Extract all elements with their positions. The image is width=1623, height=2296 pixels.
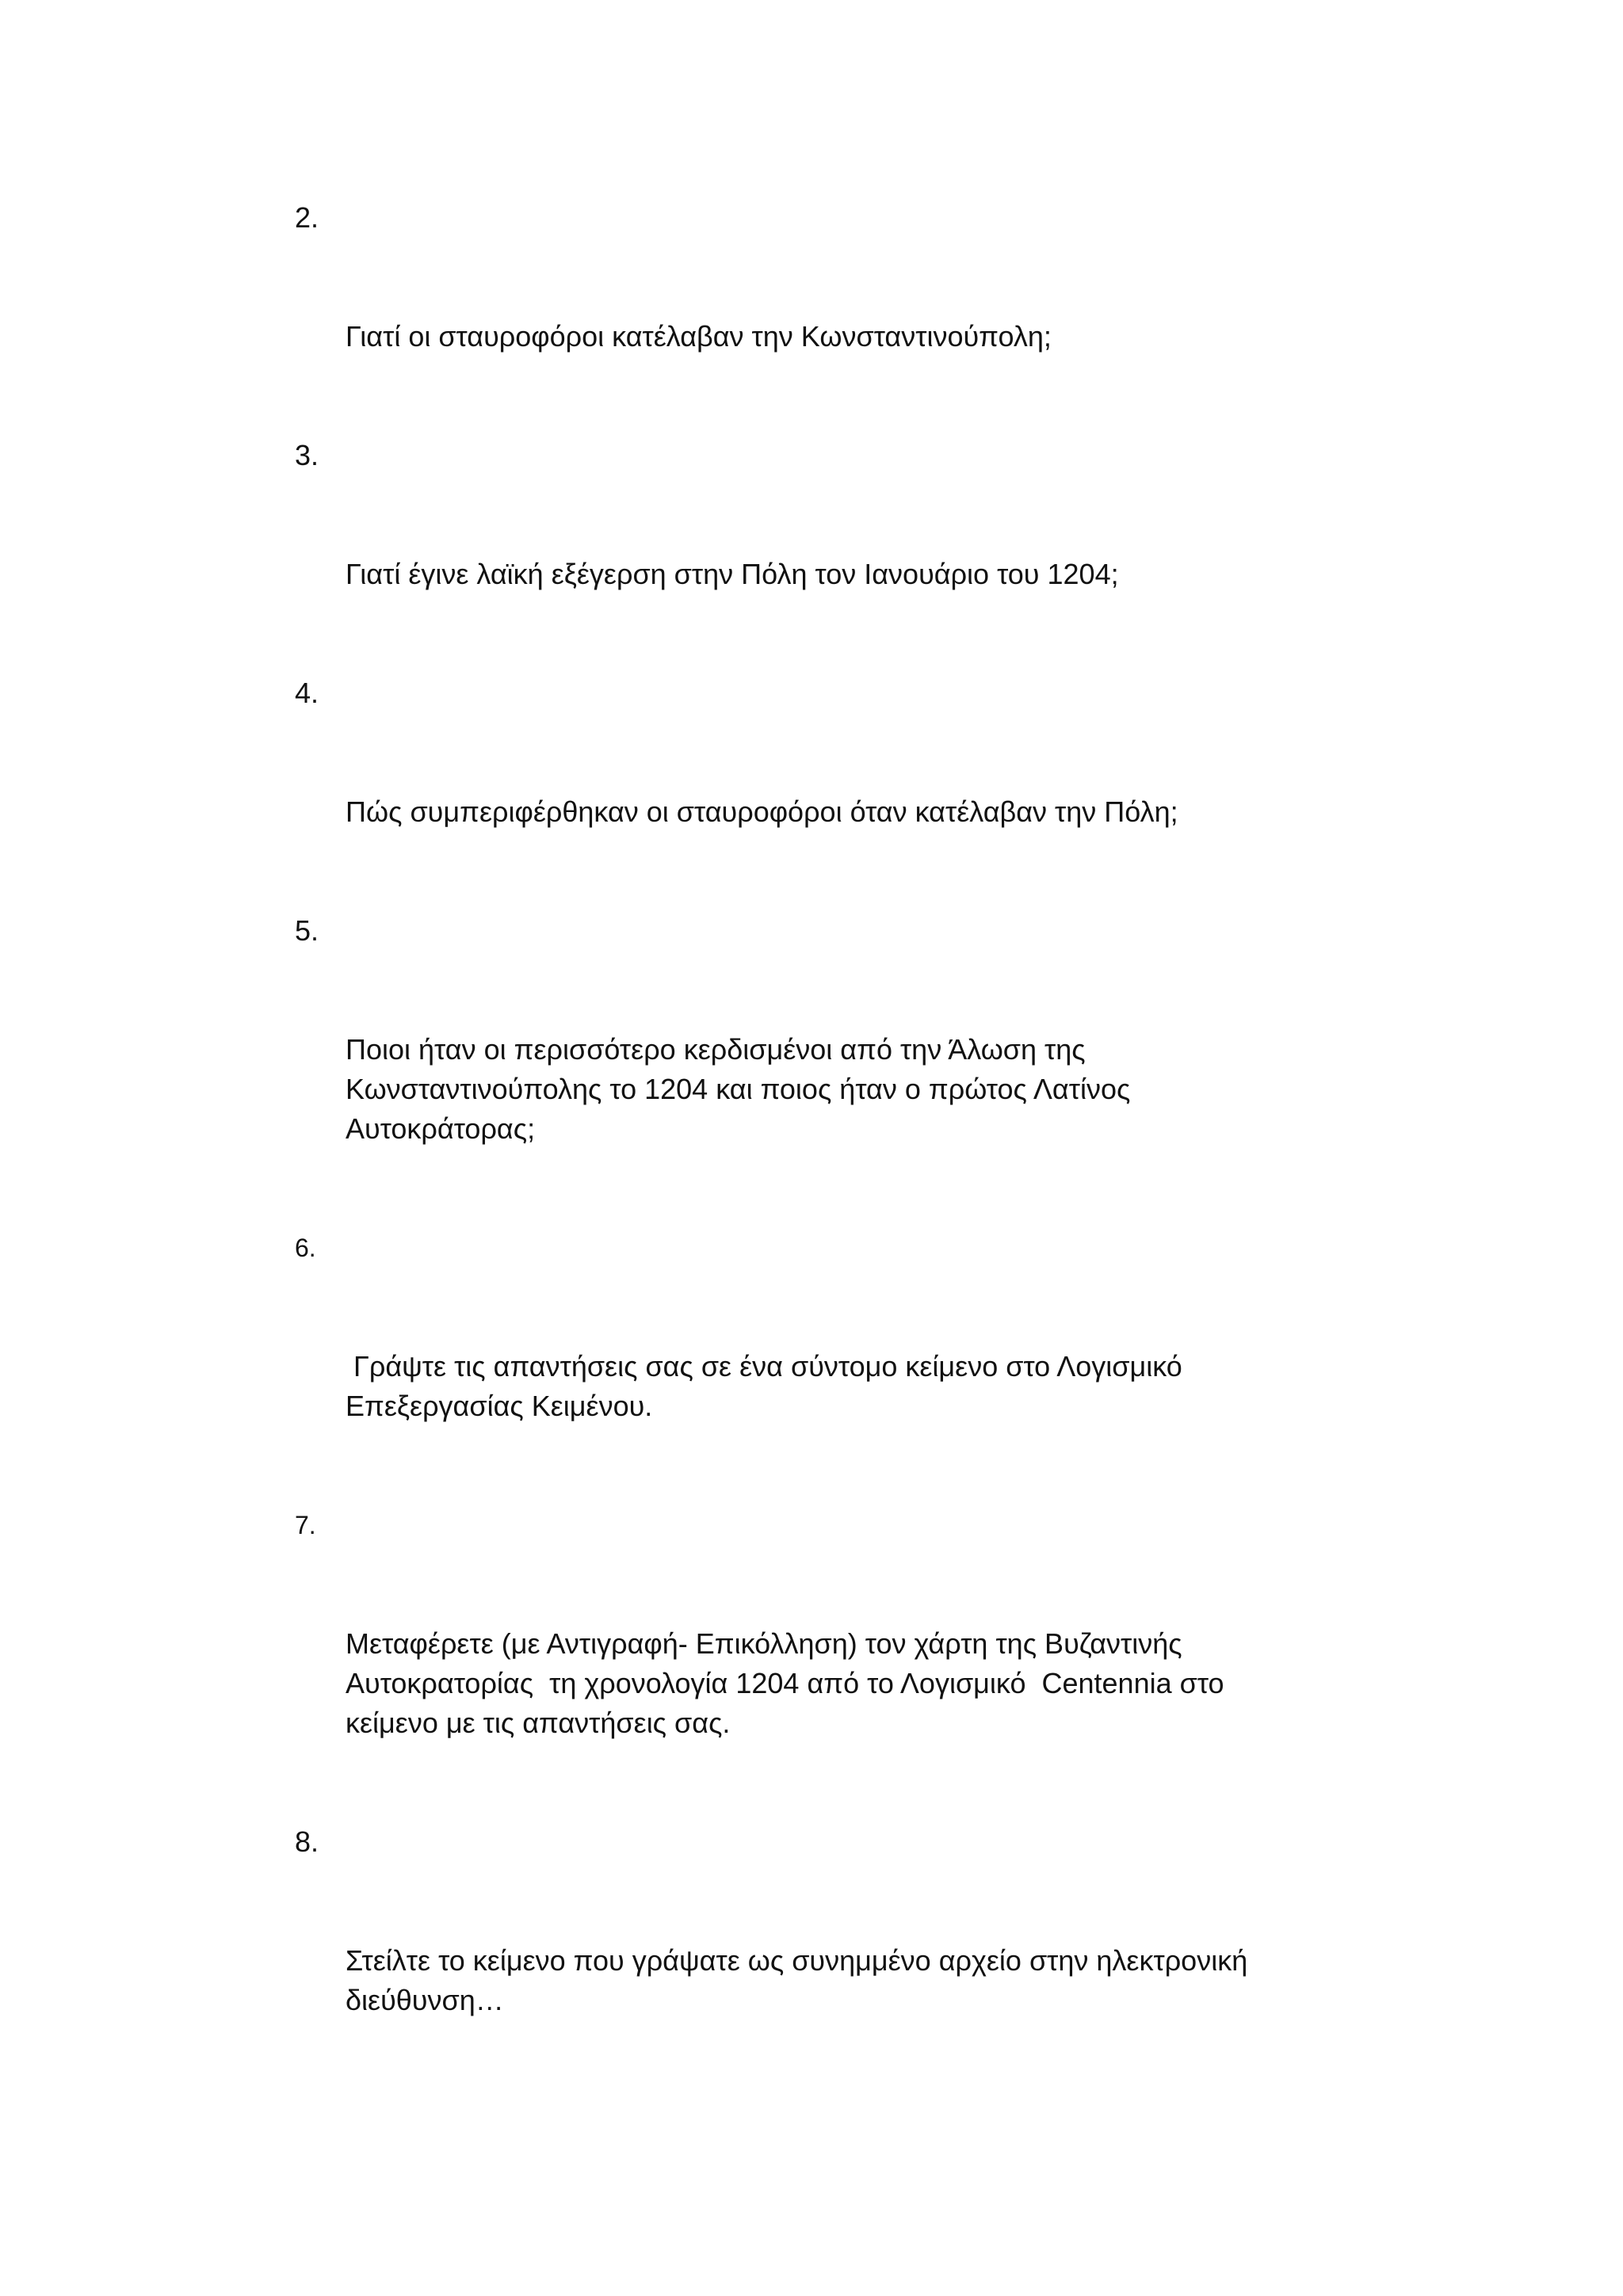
question-number: 3. (295, 439, 319, 471)
question-text: Ποιοι ήταν οι περισσότερο κερδισμένοι από την Άλωση της Κωνσταντινούπολης το 1204 και ποιος ήταν ο πρώτος Λατίνος Αυτοκράτορας; (346, 1033, 1131, 1145)
question-text: Γιατί οι σταυροφόροι κατέλαβαν την Κωνσταντινούπολη; (346, 320, 1052, 353)
question-item-8 (295, 1822, 1349, 2100)
question-number: 8. (295, 1825, 319, 1858)
question-text: Μεταφέρετε (με Αντιγραφή- Επικόλληση) τον χάρτη της Βυζαντινής Αυτοκρατορίας τη χρονολογία 1204 από το Λογισμικό Centennia στο κείμενο με τις απαντήσεις σας. (346, 1627, 1224, 1739)
question-item-7 (295, 1505, 1349, 1822)
question-item-5 (295, 911, 1349, 1228)
question-number: 5. (295, 914, 319, 947)
question-text: Γιατί έγινε λαϊκή εξέγερση στην Πόλη τον Ιανουάριο του 1204; (346, 558, 1119, 590)
question-item-3 (295, 436, 1349, 673)
question-list (295, 198, 1349, 2100)
question-item-2 (295, 198, 1349, 436)
question-text: Πώς συμπεριφέρθηκαν οι σταυροφόροι όταν κατέλαβαν την Πόλη; (346, 795, 1178, 828)
question-text: Γράψτε τις απαντήσεις σας σε ένα σύντομο κείμενο στο Λογισμικό Επεξεργασίας Κειμένου. (346, 1350, 1182, 1422)
question-item-6 (295, 1228, 1349, 1505)
question-text: Στείλτε το κείμενο που γράψατε ως συνημμένο αρχείο στην ηλεκτρονική διεύθυνση… (346, 1944, 1248, 2016)
question-number: 4. (295, 677, 319, 709)
question-number: 2. (295, 201, 319, 234)
question-number: 6. (295, 1234, 316, 1262)
question-number: 7. (295, 1511, 316, 1539)
question-item-4 (295, 673, 1349, 911)
